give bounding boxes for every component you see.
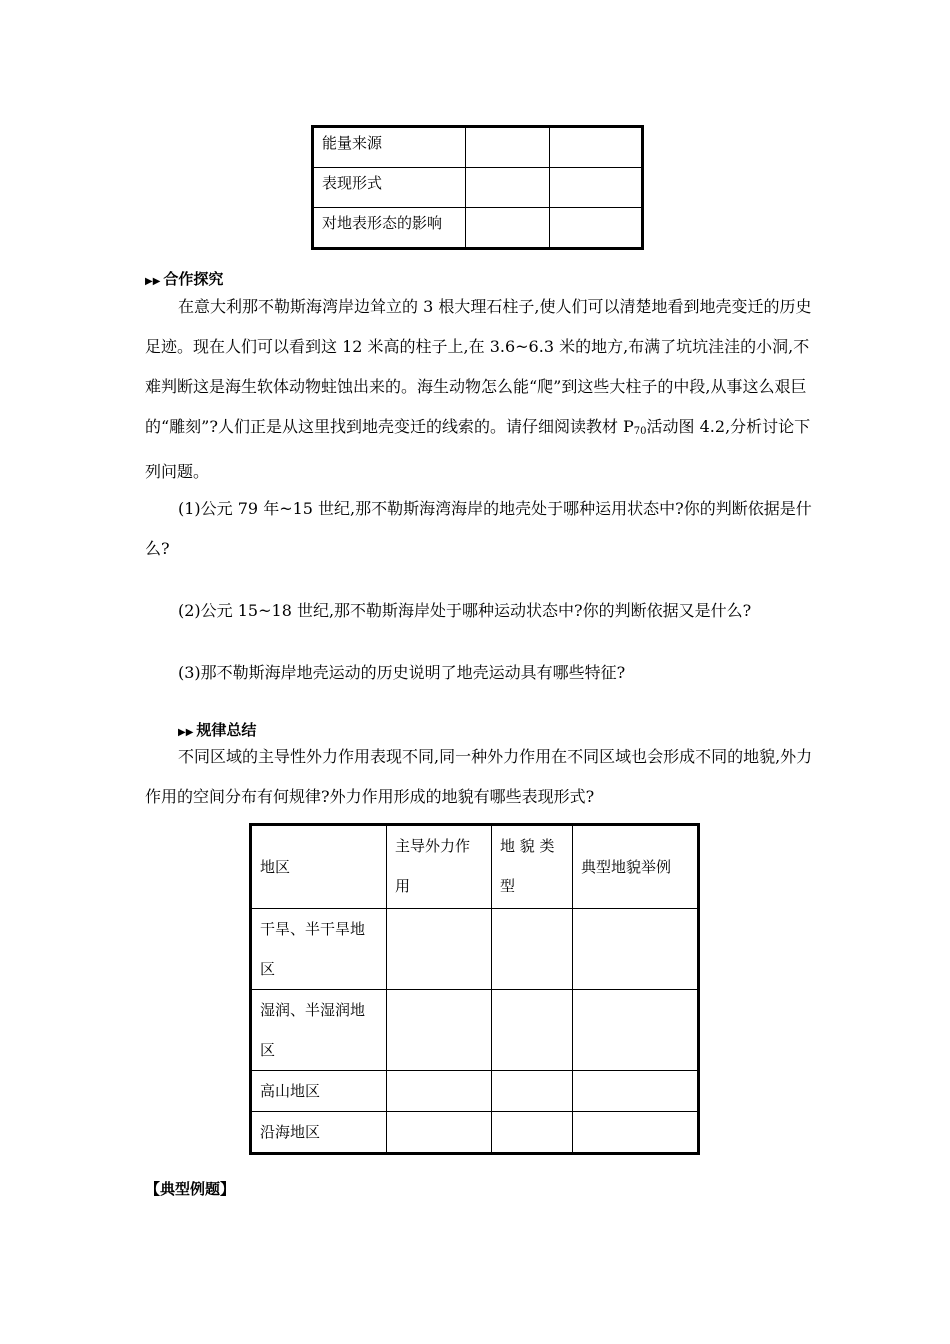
table-row xyxy=(251,909,699,990)
cooperative-heading xyxy=(145,268,223,289)
heading-text: 规律总结 xyxy=(196,721,257,739)
example-label: 【典型例题】 xyxy=(145,1180,236,1198)
table-cell xyxy=(550,127,643,168)
table-cell xyxy=(492,1071,573,1112)
table-row xyxy=(251,990,699,1071)
summary-text: 不同区域的主导性外力作用表现不同,同一种外力作用在不同区域也会形成不同的地貌,外力作用的空间分布有何规律?外力作用形成的地貌有哪些表现形式? xyxy=(145,747,813,806)
page-subscript: 70 xyxy=(633,426,647,437)
table-header-row xyxy=(251,825,699,909)
table-cell: 对地表形态的影响 xyxy=(313,208,466,249)
table-header-cell: 典型地貌举例 xyxy=(573,825,699,909)
table-cell xyxy=(466,127,550,168)
table-cell: 沿海地区 xyxy=(251,1112,387,1154)
table-cell xyxy=(492,909,573,990)
table-cell: 高山地区 xyxy=(251,1071,387,1112)
intro-text: 在意大利那不勒斯海湾岸边耸立的 3 根大理石柱子,使人们可以清楚地看到地壳变迁的历史足迹。现在人们可以看到这 12 米高的柱子上,在 3.6~6.3 米的地方,布满了坑坑洼洼的小洞,不难判断这是海生软体动物蛀蚀出来的。海生动物怎么能“爬”到这些大柱子的中段,从事这么艰巨的“雕刻”?人们正是从这里找到地壳变迁的线索的。请仔细阅读教材 P xyxy=(145,297,812,436)
table-cell xyxy=(466,208,550,249)
table-cell: 能量来源 xyxy=(313,127,466,168)
table-cell xyxy=(466,168,550,208)
table-cell xyxy=(550,168,643,208)
heading-text: 合作探究 xyxy=(163,270,224,288)
table-row xyxy=(313,127,643,168)
question-3: (3)那不勒斯海岸地壳运动的历史说明了地壳运动具有哪些特征? xyxy=(178,663,626,682)
intro-text-end: 活动图 4.2,分析讨论下列问题。 xyxy=(145,417,811,481)
table-cell xyxy=(387,1071,492,1112)
table-cell xyxy=(387,909,492,990)
table-header-cell: 主导外力作用 xyxy=(387,825,492,909)
table-cell xyxy=(387,1112,492,1154)
energy-table xyxy=(311,125,644,250)
table-cell xyxy=(573,1071,699,1112)
table-header-cell: 地区 xyxy=(251,825,387,909)
question-1: (1)公元 79 年~15 世纪,那不勒斯海湾海岸的地壳处于哪种运用状态中?你的判断依据是什么? xyxy=(145,499,812,558)
question-2: (2)公元 15~18 世纪,那不勒斯海岸处于哪种运动状态中?你的判断依据又是什么? xyxy=(178,601,752,620)
table-cell: 干旱、半干旱地区 xyxy=(251,909,387,990)
table-cell: 表现形式 xyxy=(313,168,466,208)
double-arrow-icon: ▶▶ xyxy=(145,276,161,287)
cooperative-intro xyxy=(145,287,815,492)
table-row xyxy=(313,208,643,249)
table-cell xyxy=(492,990,573,1071)
table-cell xyxy=(573,1112,699,1154)
table-cell xyxy=(387,990,492,1071)
table-row xyxy=(313,168,643,208)
table-cell xyxy=(573,990,699,1071)
table-header-cell: 地 貌 类型 xyxy=(492,825,573,909)
table-cell xyxy=(550,208,643,249)
landform-table xyxy=(249,823,700,1155)
table-row xyxy=(251,1071,699,1112)
double-arrow-icon: ▶▶ xyxy=(178,727,194,738)
table-row xyxy=(251,1112,699,1154)
table-cell xyxy=(492,1112,573,1154)
table-cell: 湿润、半湿润地区 xyxy=(251,990,387,1071)
table-cell xyxy=(573,909,699,990)
